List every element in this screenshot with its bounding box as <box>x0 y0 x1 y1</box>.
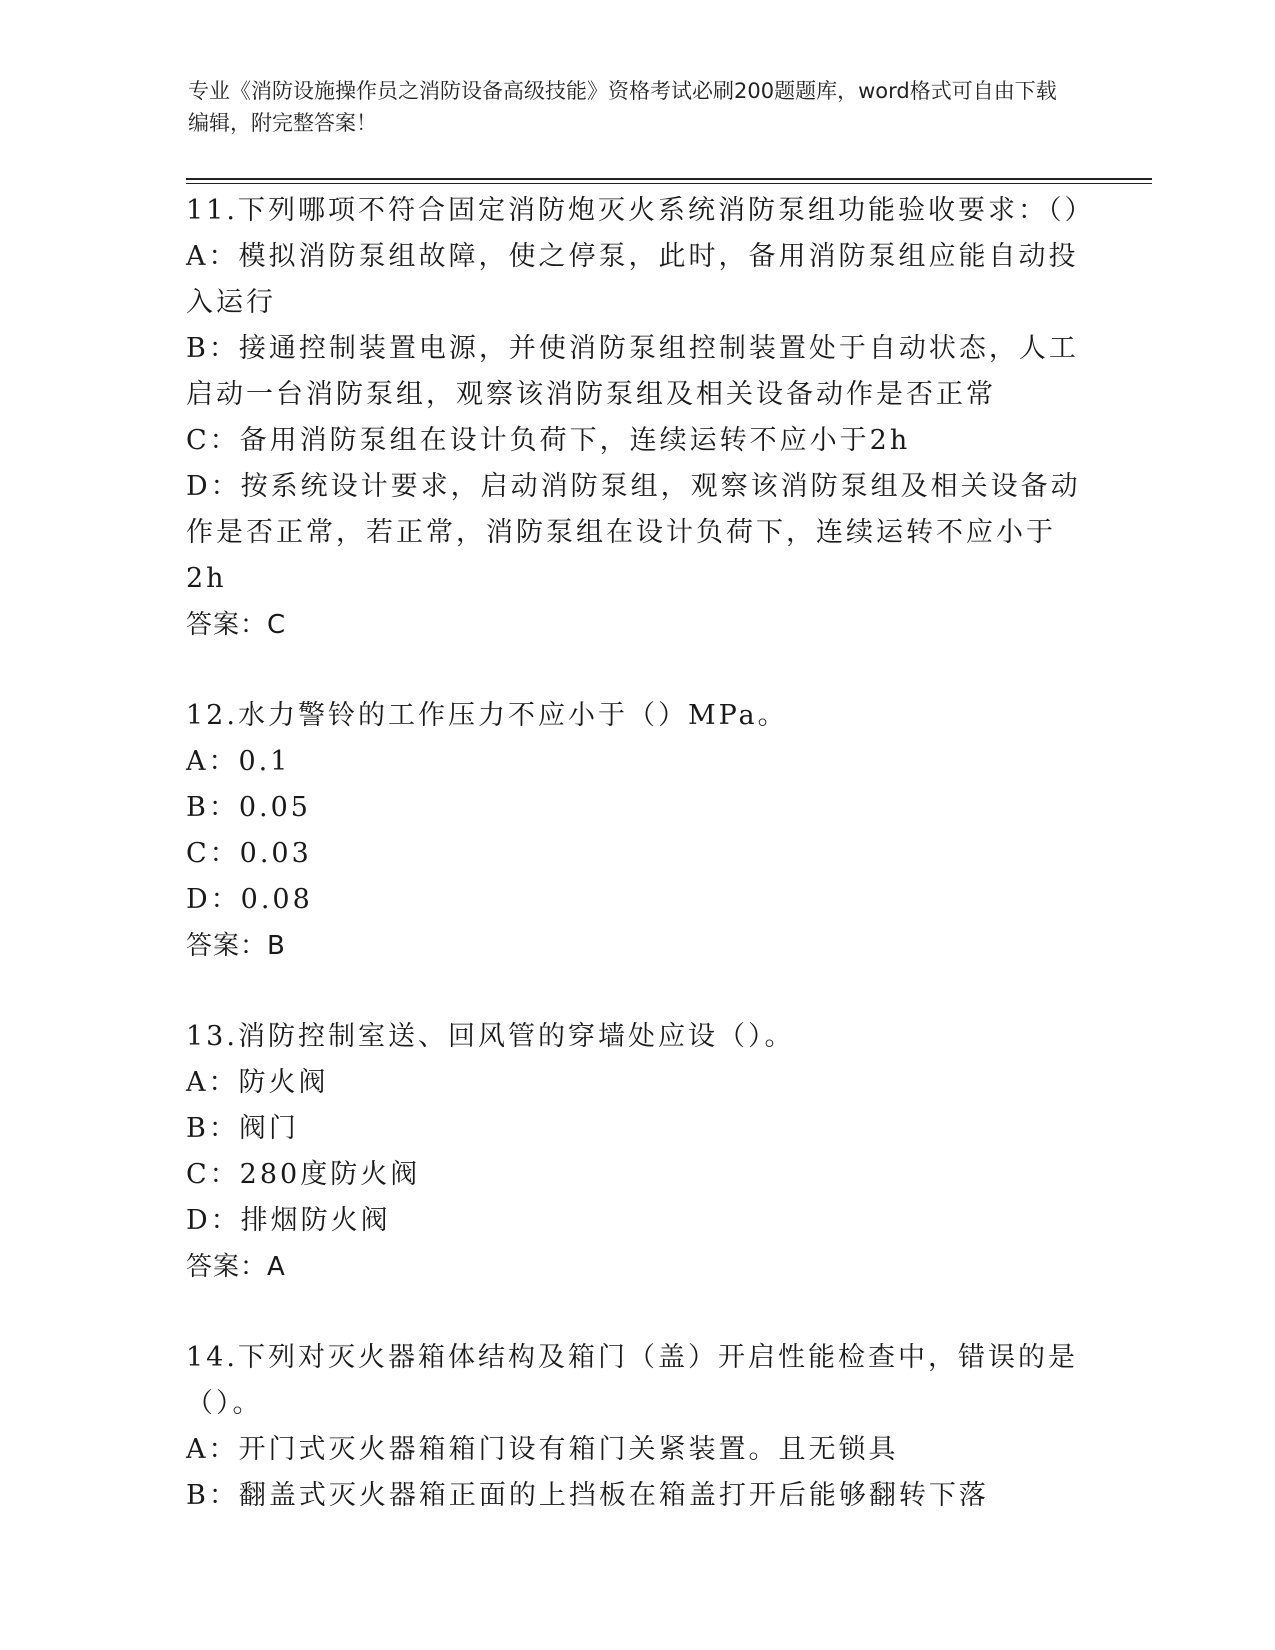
option-d: D：0.08 <box>186 884 313 915</box>
question-stem: 11.下列哪项不符合固定消防炮灭火系统消防泵组功能验收要求：（） <box>186 195 1095 226</box>
option-b: B：翻盖式灭火器箱正面的上挡板在箱盖打开后能够翻转下落 <box>186 1480 989 1511</box>
option-b: B：阀门 <box>186 1113 299 1144</box>
question-stem: 12.水力警铃的工作压力不应小于（）MPa。 <box>186 700 788 731</box>
header-rule-thin <box>186 183 1152 184</box>
header-rule-thick <box>186 178 1152 180</box>
question-stem: 14.下列对灭火器箱体结构及箱门（盖）开启性能检查中，错误的是（）。 <box>186 1342 1078 1419</box>
option-a: A：模拟消防泵组故障，使之停泵，此时，备用消防泵组应能自动投入运行 <box>186 241 1079 318</box>
question-14 <box>186 1335 1086 1519</box>
question-gap <box>186 648 1086 693</box>
option-d: D：按系统设计要求，启动消防泵组，观察该消防泵组及相关设备动作是否正常，若正常，消防泵组在设计负荷下，连续运转不应小于2h <box>186 471 1081 594</box>
option-a: A：开门式灭火器箱箱门设有箱门关紧装置。且无锁具 <box>186 1434 899 1465</box>
question-13 <box>186 1014 1086 1290</box>
question-gap <box>186 969 1086 1014</box>
option-c: C：0.03 <box>186 838 312 869</box>
option-b: B：0.05 <box>186 792 311 823</box>
document-header: 专业《消防设施操作员之消防设备高级技能》资格考试必刷200题题库，word格式可自由下载编辑，附完整答案！ <box>188 79 1057 135</box>
answer: 答案：C <box>186 610 287 640</box>
option-d: D：排烟防火阀 <box>186 1205 391 1236</box>
option-a: A：防火阀 <box>186 1067 329 1098</box>
question-stem: 13.消防控制室送、回风管的穿墙处应设（）。 <box>186 1021 795 1052</box>
option-c: C：备用消防泵组在设计负荷下，连续运转不应小于2h <box>186 425 911 456</box>
option-b: B：接通控制装置电源，并使消防泵组控制装置处于自动状态，人工启动一台消防泵组，观察该消防泵组及相关设备动作是否正常 <box>186 333 1079 410</box>
question-11 <box>186 188 1095 648</box>
answer: 答案：A <box>186 1252 286 1282</box>
option-c: C：280度防火阀 <box>186 1159 421 1190</box>
question-12 <box>186 693 1086 969</box>
question-gap <box>186 1290 1086 1335</box>
question-list <box>186 188 1095 1519</box>
option-a: A：0.1 <box>186 746 291 777</box>
answer: 答案：B <box>186 931 286 961</box>
